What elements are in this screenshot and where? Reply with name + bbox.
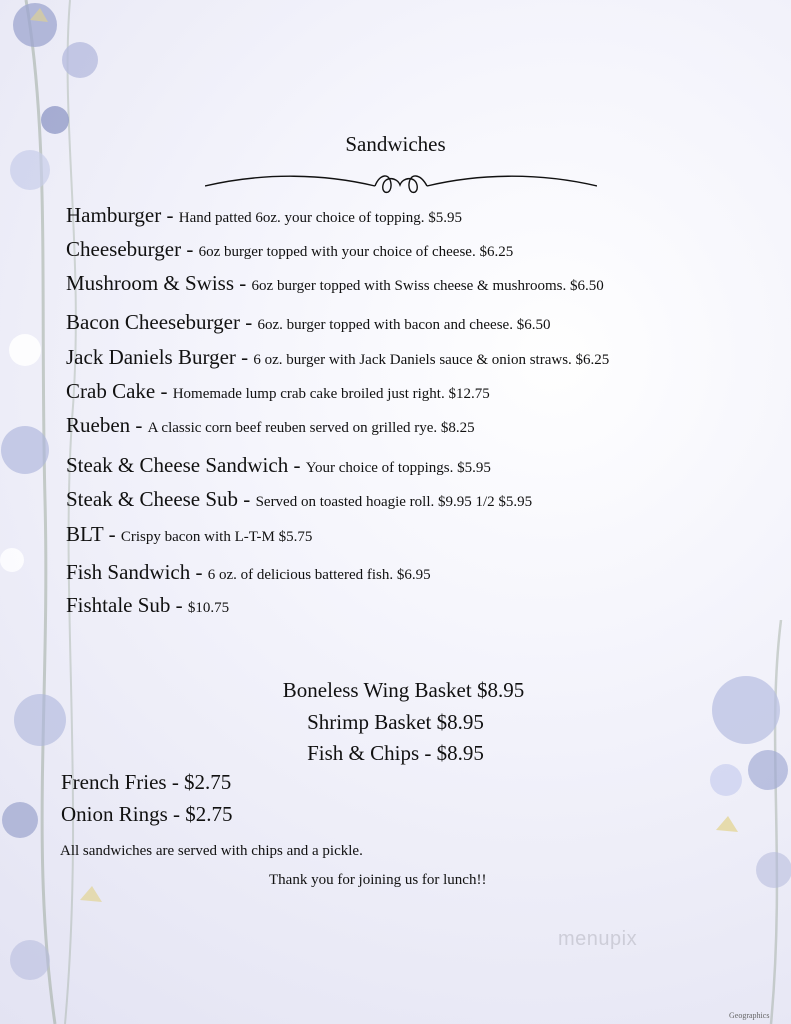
menu-item-description: Your choice of toppings. $5.95 (305, 460, 491, 476)
menu-item-name: Mushroom & Swiss - (66, 271, 252, 295)
menupix-watermark: menupix (558, 928, 638, 950)
menu-item (66, 236, 513, 265)
menu-item-description: 6 oz. of delicious battered fish. $6.95 (207, 567, 431, 583)
menu-note: All sandwiches are served with chips and a pickle. (60, 843, 363, 859)
menu-item-name: BLT - (66, 522, 121, 546)
basket-item: Fish & Chips - $8.95 (307, 741, 484, 765)
menu-item-description: 6oz burger topped with your choice of cheese. $6.25 (198, 244, 514, 260)
menu-item-name: Bacon Cheeseburger - (66, 310, 258, 334)
menu-item-description: Served on toasted hoagie roll. $9.95 1/2 $5.95 (255, 494, 533, 510)
menu-item-description: Hand patted 6oz. your choice of topping. $5.95 (178, 210, 463, 226)
menu-item-name: Fishtale Sub - (66, 593, 188, 617)
menu-item-description: Crispy bacon with L-T-M $5.75 (120, 529, 313, 545)
basket-item: Boneless Wing Basket $8.95 (282, 678, 525, 702)
thank-you-note: Thank you for joining us for lunch!! (269, 872, 487, 888)
ornamental-divider (205, 168, 597, 200)
menu-item-name: Steak & Cheese Sub - (66, 487, 256, 511)
menu-item-name: Jack Daniels Burger - (66, 345, 254, 369)
menu-item (66, 344, 609, 373)
menu-title: Sandwiches (345, 132, 446, 156)
menu-item-description: 6oz. burger topped with bacon and cheese. $6.50 (257, 317, 551, 333)
menu-item-description: A classic corn beef reuben served on grilled rye. $8.25 (147, 420, 475, 436)
artist-credit: Geographics (729, 1011, 770, 1020)
menu-item (66, 270, 604, 299)
menu-item (66, 452, 491, 481)
menu-item-name: Hamburger - (66, 203, 179, 227)
menu-item-description: 6oz burger topped with Swiss cheese & mushrooms. $6.50 (251, 278, 604, 294)
menu-item-name: Steak & Cheese Sandwich - (66, 453, 306, 477)
menu-item (66, 309, 550, 338)
menu-item (66, 202, 462, 231)
menu-item (66, 412, 475, 441)
menu-item (66, 592, 229, 621)
menu-item-description: 6 oz. burger with Jack Daniels sauce & onion straws. $6.25 (253, 352, 610, 368)
side-item: Onion Rings - $2.75 (61, 802, 233, 826)
side-item: French Fries - $2.75 (61, 770, 232, 794)
menu-item-name: Fish Sandwich - (66, 560, 208, 584)
menu-item (66, 378, 490, 407)
basket-item: Shrimp Basket $8.95 (307, 710, 484, 734)
menu-item-name: Rueben - (66, 413, 148, 437)
menu-item-description: $10.75 (187, 600, 230, 616)
menu-item (66, 486, 532, 515)
menu-item-name: Crab Cake - (66, 379, 173, 403)
menu-item-description: Homemade lump crab cake broiled just right. $12.75 (172, 386, 490, 402)
menu-item (66, 559, 431, 588)
menu-item (66, 521, 312, 550)
menu-item-name: Cheeseburger - (66, 237, 199, 261)
